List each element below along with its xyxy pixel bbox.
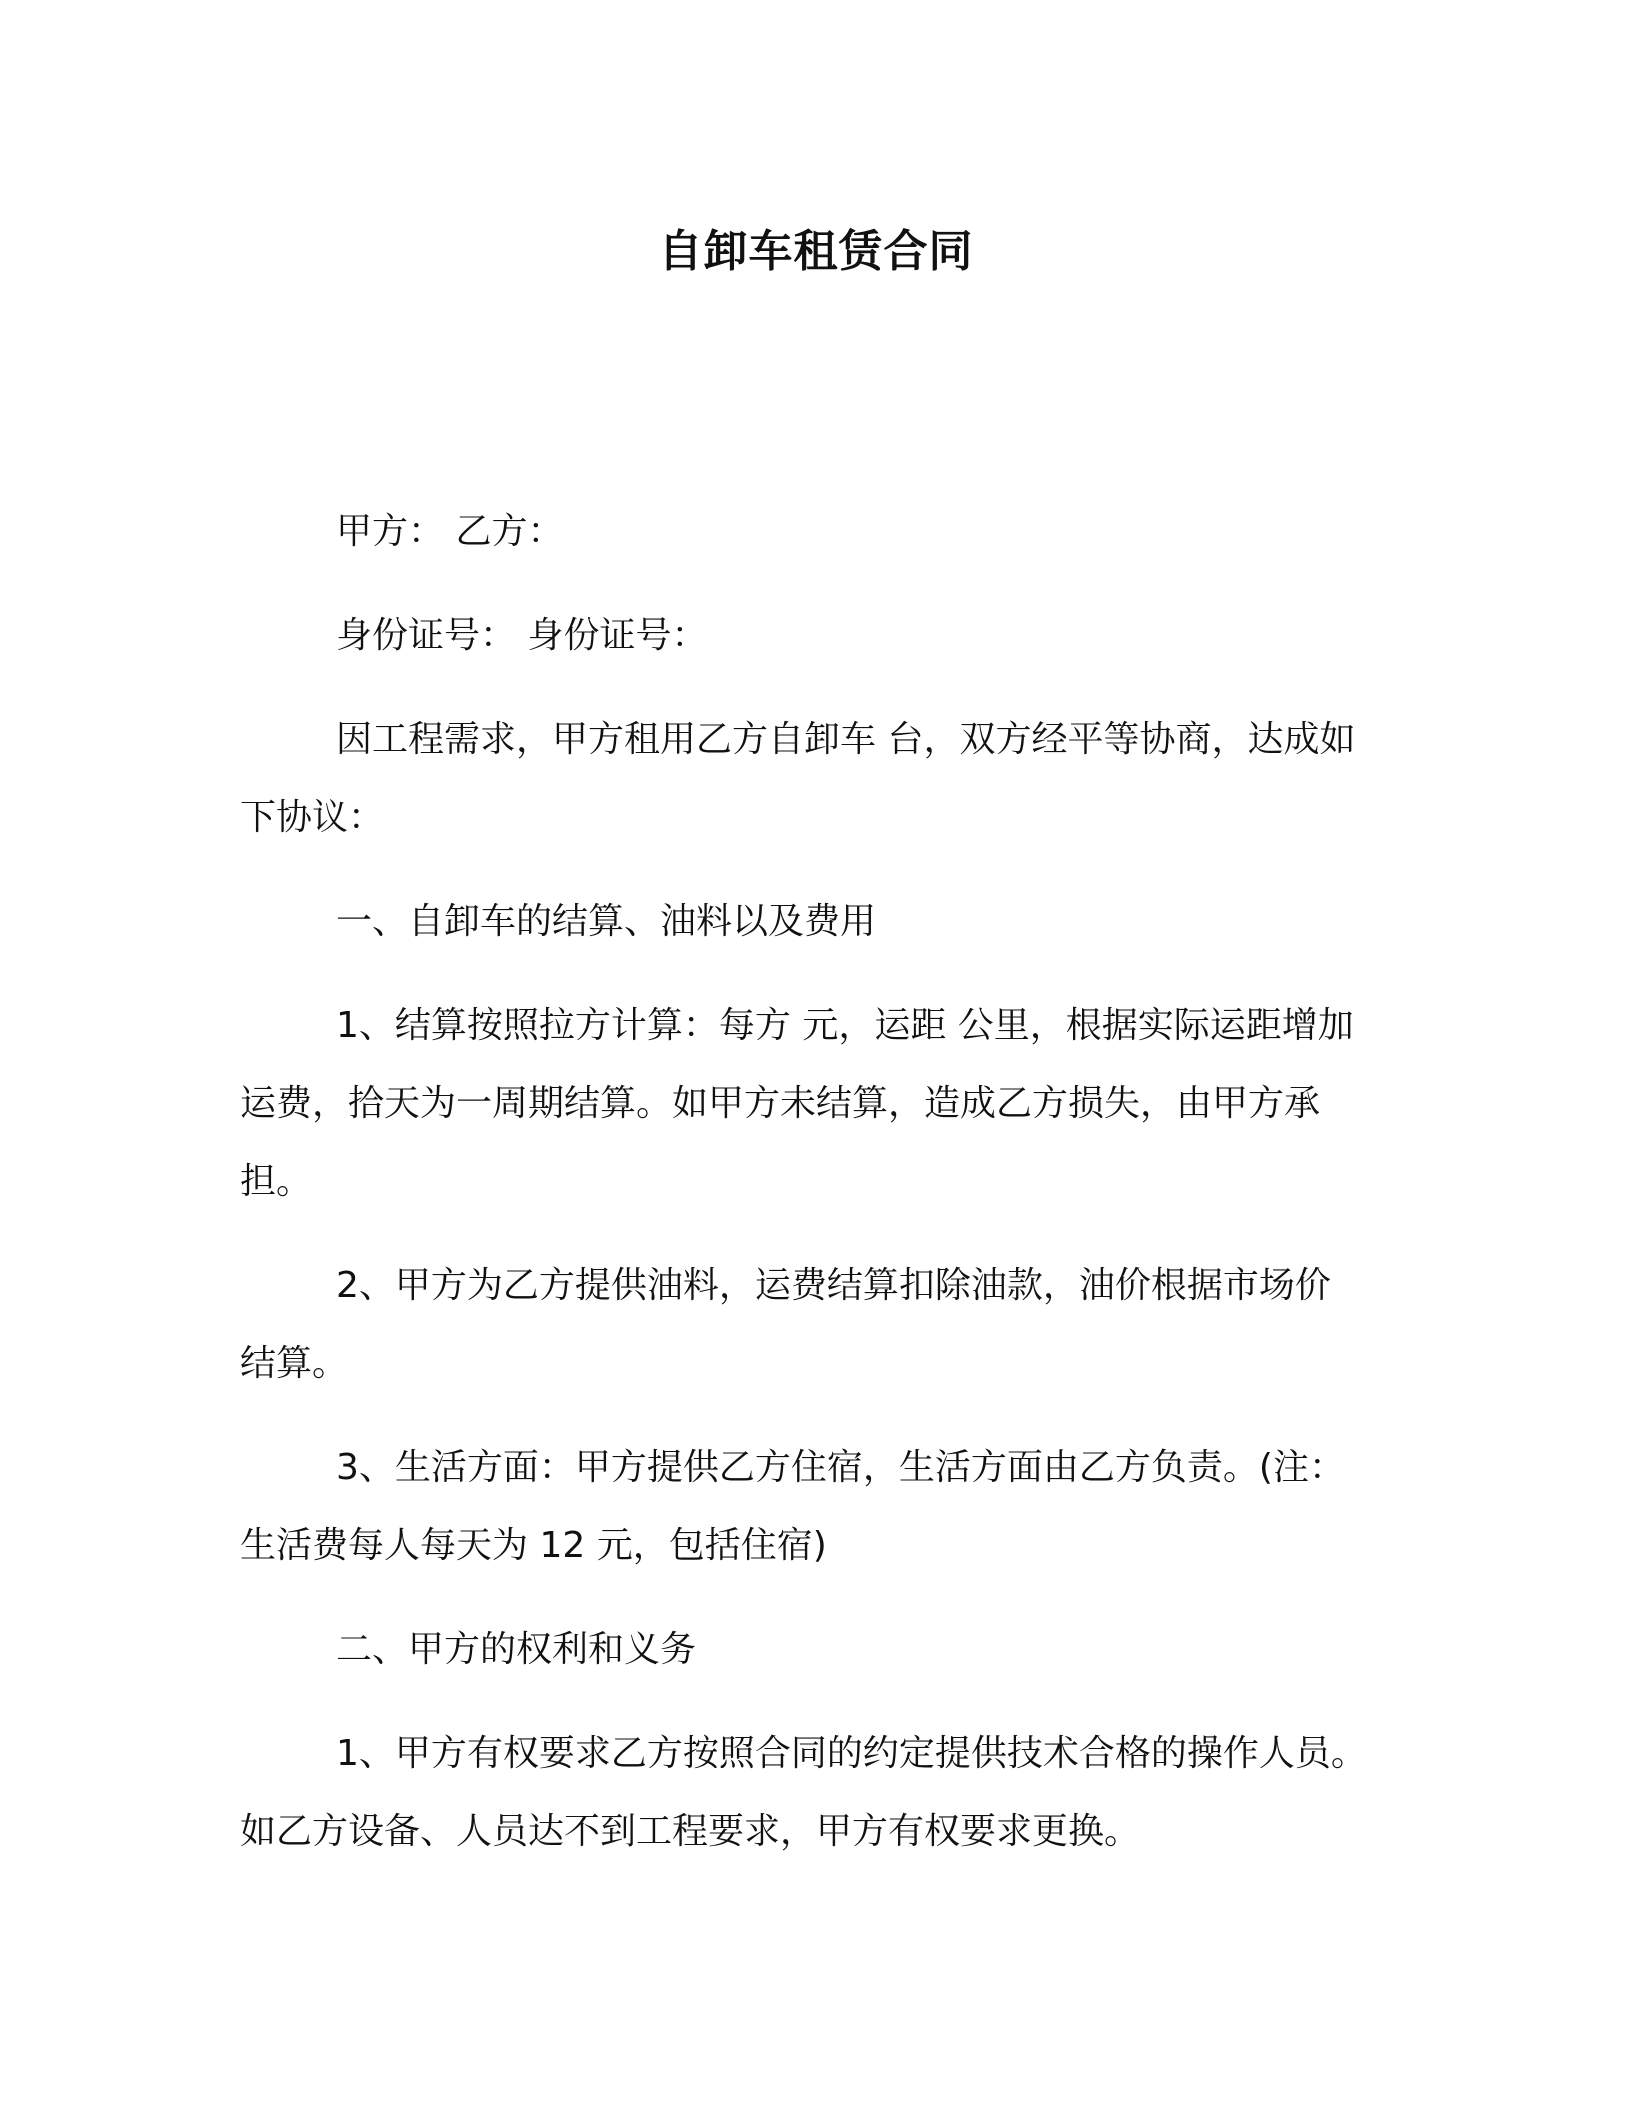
paragraph-line: 结算。 — [240, 1343, 349, 1384]
clause-1-1 — [240, 987, 1390, 1221]
document-title: 自卸车租赁合同 — [658, 226, 974, 277]
section-heading: 一、自卸车的结算、油料以及费用 — [336, 901, 877, 942]
paragraph-preamble — [240, 701, 1390, 857]
paragraph-line: 生活费每人每天为 12 元，包括住宿) — [240, 1525, 827, 1566]
clause-1-3 — [240, 1429, 1390, 1585]
document-body — [240, 493, 1390, 1897]
section-heading-2 — [240, 1611, 1390, 1689]
paragraph-line: 如乙方设备、人员达不到工程要求，甲方有权要求更换。 — [240, 1811, 1141, 1852]
paragraph-line: 甲方： 乙方： — [336, 511, 564, 552]
section-heading-1 — [240, 883, 1390, 961]
paragraph-line: 1、甲方有权要求乙方按照合同的约定提供技术合格的操作人员。 — [336, 1733, 1367, 1774]
paragraph-line: 下协议： — [240, 797, 385, 838]
paragraph-line: 运费，拾天为一周期结算。如甲方未结算，造成乙方损失，由甲方承 — [240, 1083, 1321, 1124]
paragraph-parties — [240, 493, 1390, 571]
paragraph-line: 3、生活方面：甲方提供乙方住宿，生活方面由乙方负责。(注： — [336, 1447, 1345, 1488]
section-heading: 二、甲方的权利和义务 — [336, 1629, 697, 1670]
paragraph-line: 因工程需求，甲方租用乙方自卸车 台，双方经平等协商，达成如 — [336, 719, 1356, 760]
paragraph-line: 1、结算按照拉方计算：每方 元，运距 公里，根据实际运距增加 — [336, 1005, 1354, 1046]
paragraph-line: 担。 — [240, 1161, 313, 1202]
paragraph-line: 身份证号： 身份证号： — [336, 615, 708, 656]
clause-2-1 — [240, 1715, 1390, 1871]
paragraph-line: 2、甲方为乙方提供油料，运费结算扣除油款，油价根据市场价 — [336, 1265, 1331, 1306]
clause-1-2 — [240, 1247, 1390, 1403]
paragraph-id-numbers — [240, 597, 1390, 675]
